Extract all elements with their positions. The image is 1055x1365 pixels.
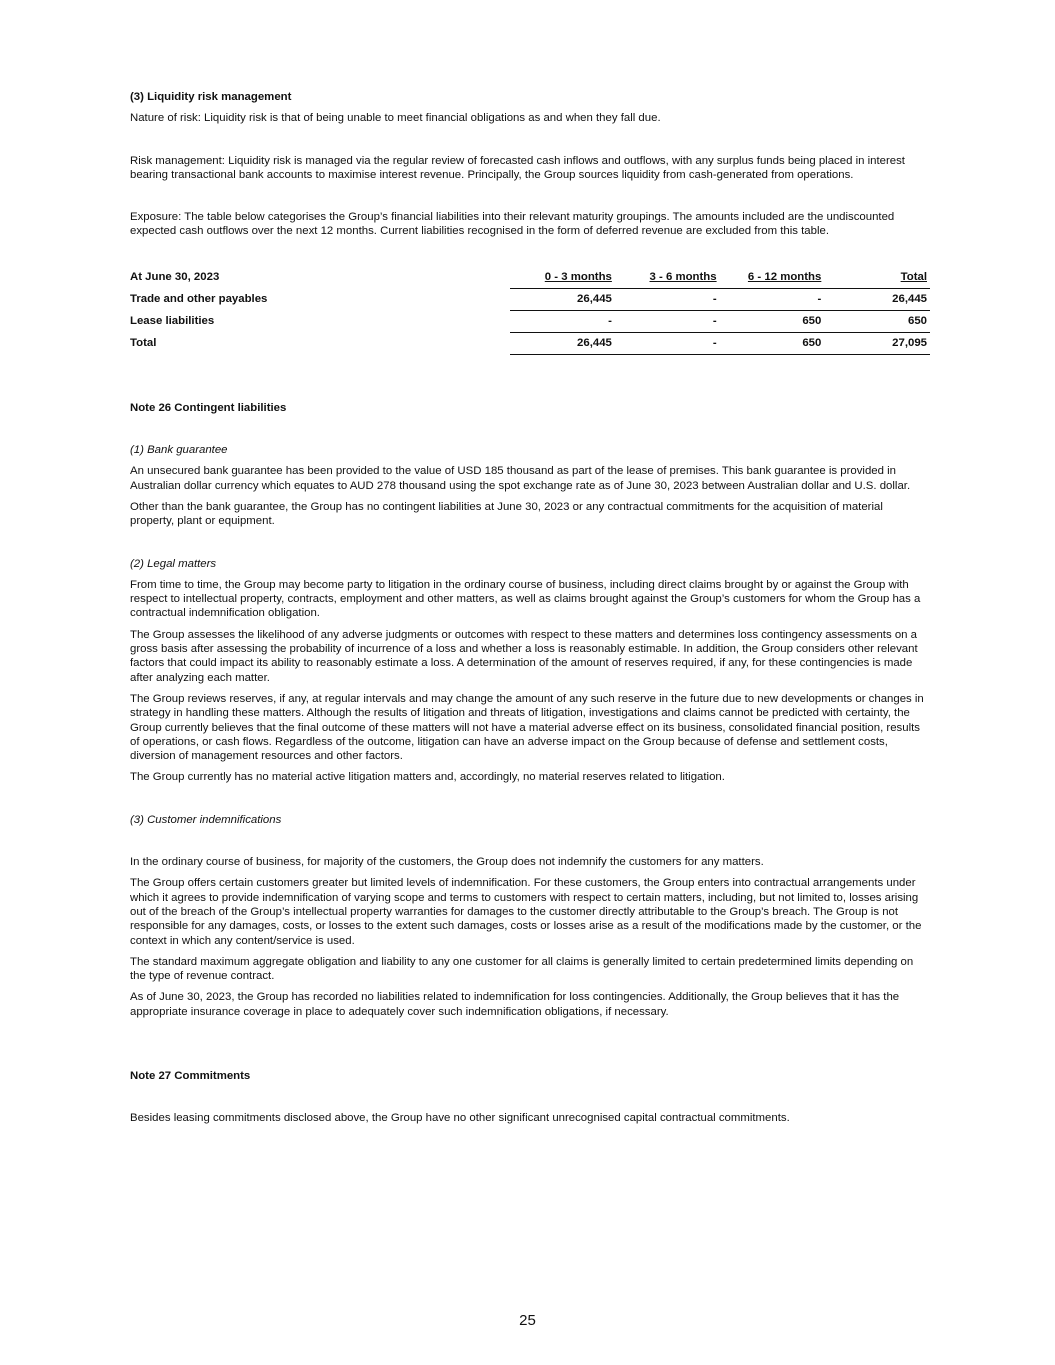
table-cell: - [615, 310, 720, 332]
table-row [130, 288, 930, 310]
table-cell: 26,445 [510, 332, 615, 354]
legal-matters-paragraph: The Group assesses the likelihood of any adverse judgments or outcomes with respect to these matters and determines loss contingency assessments on a gross basis after assessing the probability of incurrence of a loss and whether a loss is reasonably estimable. In addition, the Group considers other relevant factors that could impact its ability to reasonably estimate a loss. A determination of the amount of reserves required, if any, for these contingencies is made after analyzing each matter. [130, 628, 918, 684]
row-label: Total [130, 337, 157, 350]
table-cell: - [510, 310, 615, 332]
table-cell: 26,445 [824, 288, 930, 310]
table-row [130, 310, 930, 332]
row-label: Lease liabilities [130, 315, 215, 328]
table-cell: 26,445 [510, 288, 615, 310]
customer-indemnifications-subheading: (3) Customer indemnifications [130, 813, 282, 826]
liquidity-nature-paragraph: Nature of risk: Liquidity risk is that of being unable to meet financial obligations as and when they fall due. [130, 112, 661, 125]
bank-guarantee-paragraph: An unsecured bank guarantee has been provided to the value of USD 185 thousand as part of the lease of premises. This bank guarantee is provided in Australian dollar currency which equates to AUD 278 thousand using the spot exchange rate as of June 30, 2023 between Australian dollar and U.S. dollar. [130, 465, 911, 492]
legal-matters-subheading: (2) Legal matters [130, 557, 217, 570]
table-cell: - [615, 332, 720, 354]
table-header-row [130, 267, 930, 289]
table-cell: 27,095 [824, 332, 930, 354]
page-number: 25 [519, 1312, 536, 1329]
legal-matters-paragraph: The Group reviews reserves, if any, at regular intervals and may change the amount of any such reserve in the future due to new developments or changes in strategy in handling these matters. Although the results of litigation and threats of litigation, investigations and claims cannot be predicted with certainty, the Group currently believes that the final outcome of these matters will not have a material adverse effect on its business, consolidated financial position, results of operations, or cash flows. Regardless of the outcome, litigation can have an adverse impact on the Group because of defense and settlement costs, diversion of management resources and other factors. [130, 692, 924, 763]
column-header-3-6-months: 3 - 6 months [615, 267, 720, 289]
column-header-total: Total [824, 267, 930, 289]
document-page [130, 90, 930, 1126]
legal-matters-paragraph: The Group currently has no material active litigation matters and, accordingly, no material reserves related to litigation. [130, 771, 725, 784]
maturity-table [130, 267, 930, 355]
table-cell: 650 [720, 310, 825, 332]
liquidity-exposure-paragraph: Exposure: The table below categorises the Group’s financial liabilities into their relevant maturity groupings. The amounts included are the undiscounted expected cash outflows over the next 12 months. Current liabilities recognised in the form of deferred revenue are excluded from this table. [130, 211, 895, 238]
table-total-row [130, 332, 930, 354]
bank-guarantee-paragraph: Other than the bank guarantee, the Group has no contingent liabilities at June 30, 2023 or any contractual commitments for the acquisition of material property, plant or equipment. [130, 500, 883, 528]
table-cell: - [720, 288, 825, 310]
customer-indemnifications-paragraph: The Group offers certain customers greater but limited levels of indemnification. For these customers, the Group enters into contractual arrangements under which it agrees to provide indemnification of varying scope and terms to customers with respect to certain matters, including, but not limited to, losses arising out of the breach of the Group’s intellectual property warranties for damages to the customer directly attributable to the Group’s breach. The Group is not responsible for any damages, costs, or losses to the extent such damages, costs or losses arise as a result of the modifications made by the customer, or the context in which any content/service is used. [130, 877, 922, 947]
row-label: Trade and other payables [130, 293, 268, 306]
column-header-0-3-months: 0 - 3 months [510, 267, 615, 289]
note27-heading: Note 27 Commitments [130, 1069, 251, 1082]
bank-guarantee-subheading: (1) Bank guarantee [130, 444, 228, 457]
customer-indemnifications-paragraph: As of June 30, 2023, the Group has recorded no liabilities related to indemnification for loss contingencies. Additionally, the Group believes that it has the appropriate insurance coverage in place to adequately cover such indemnification obligations, if necessary. [130, 991, 900, 1018]
table-cell: - [615, 288, 720, 310]
liquidity-risk-management-paragraph: Risk management: Liquidity risk is managed via the regular review of forecasted cash inflows and outflows, with any surplus funds being placed in interest bearing transactional bank accounts to maximise interest revenue. Principally, the Group sources liquidity from cash-generated from operations. [130, 154, 905, 181]
column-header-6-12-months: 6 - 12 months [720, 267, 825, 289]
liquidity-heading: (3) Liquidity risk management [130, 91, 292, 103]
table-cell: 650 [720, 332, 825, 354]
note26-heading: Note 26 Contingent liabilities [130, 401, 287, 414]
table-header-label: At June 30, 2023 [130, 271, 220, 284]
note27-paragraph: Besides leasing commitments disclosed above, the Group have no other significant unrecognised capital contractual commitments. [130, 1112, 790, 1125]
customer-indemnifications-paragraph: The standard maximum aggregate obligation and liability to any one customer for all claims is generally limited to certain predetermined limits depending on the type of revenue contract. [130, 955, 914, 983]
customer-indemnifications-paragraph: In the ordinary course of business, for majority of the customers, the Group does not indemnify the customers for any matters. [130, 856, 764, 869]
table-cell: 650 [824, 310, 930, 332]
legal-matters-paragraph: From time to time, the Group may become party to litigation in the ordinary course of business, including direct claims brought by or against the Group with respect to intellectual property, contracts, employment and other matters, as well as claims brought against the Group’s customers for whom the Group has a contractual indemnification obligation. [130, 578, 921, 620]
